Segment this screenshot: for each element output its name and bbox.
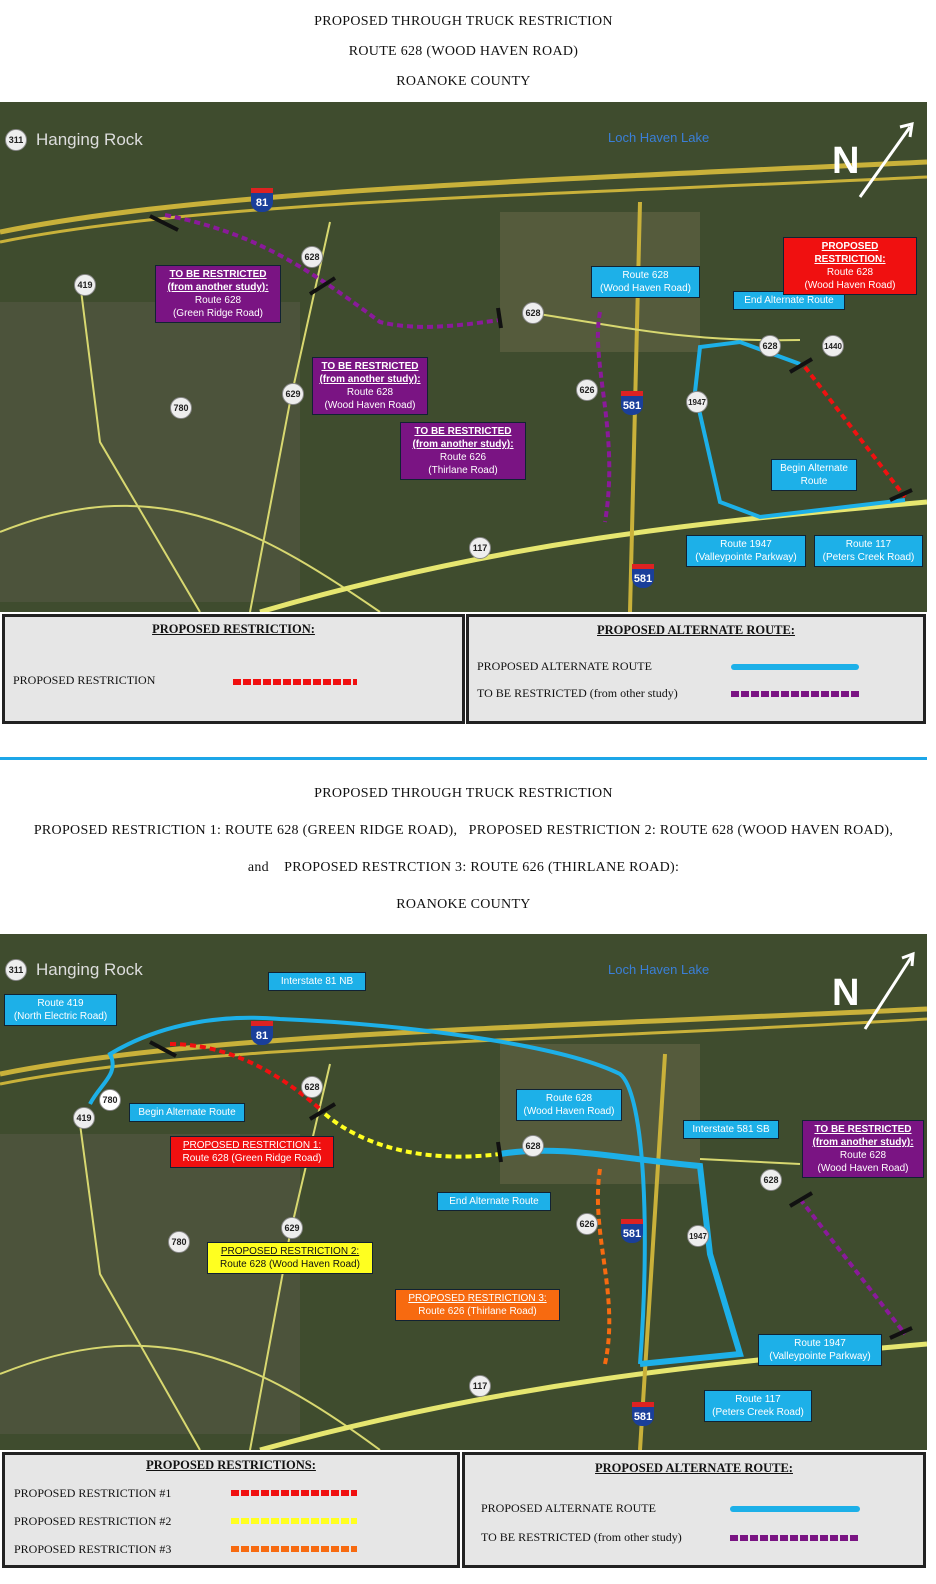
label-line: Route 628 bbox=[839, 1150, 887, 1161]
label-line: (Green Ridge Road) bbox=[172, 308, 264, 319]
label-line: Route 1947 bbox=[794, 1338, 846, 1349]
label-line: (Peters Creek Road) bbox=[712, 1407, 804, 1418]
route-shield: 628 bbox=[301, 246, 323, 268]
label-line: Begin Alternate bbox=[780, 463, 848, 474]
legend-swatch-alternate bbox=[730, 1506, 860, 1512]
label-line: Route 628 bbox=[622, 270, 669, 281]
label-line: (North Electric Road) bbox=[13, 1011, 108, 1022]
label-line: (Valleypointe Parkway) bbox=[695, 552, 797, 563]
label-line: Route 628 bbox=[826, 267, 874, 278]
label-line: (Valleypointe Parkway) bbox=[769, 1351, 871, 1362]
route-shield: 780 bbox=[168, 1231, 190, 1253]
legend-swatch-other-study bbox=[730, 1535, 860, 1541]
legend-title: PROPOSED ALTERNATE ROUTE: bbox=[597, 623, 795, 637]
label-line: Route 626 bbox=[439, 452, 487, 463]
label-line: (Wood Haven Road) bbox=[804, 280, 896, 291]
label-sub: (from another study): bbox=[412, 439, 514, 450]
label-sub: (from another study): bbox=[167, 282, 269, 293]
legend-title: PROPOSED RESTRICTIONS: bbox=[146, 1458, 316, 1472]
label-line: Route 628 bbox=[194, 295, 242, 306]
legend-restrictions bbox=[2, 1452, 460, 1568]
legend-swatch-restriction-3 bbox=[231, 1546, 357, 1552]
legend-alternate bbox=[462, 1452, 926, 1568]
label-head: TO BE RESTRICTED bbox=[814, 1124, 912, 1135]
legend-swatch-other-study bbox=[731, 691, 859, 697]
legend-restriction bbox=[2, 614, 465, 724]
place-loch-haven-lake: Loch Haven Lake bbox=[608, 962, 710, 977]
legend-swatch-restriction-1 bbox=[231, 1490, 357, 1496]
label-sub: (from another study): bbox=[319, 374, 421, 385]
interstate-shield: 581 bbox=[632, 564, 654, 588]
interstate-shield: 581 bbox=[621, 391, 643, 415]
label-sub: (from another study): bbox=[812, 1137, 914, 1148]
route-shield: 626 bbox=[576, 379, 598, 401]
label-head: TO BE RESTRICTED bbox=[169, 269, 267, 280]
route-shield: 628 bbox=[522, 1135, 544, 1157]
legend-item-label: TO BE RESTRICTED (from other study) bbox=[481, 1530, 682, 1544]
label-line: Route 117 bbox=[735, 1394, 781, 1405]
interstate-shield: 81 bbox=[251, 1021, 273, 1045]
label-route-1947 bbox=[686, 535, 806, 567]
legend-item-label: PROPOSED RESTRICTION bbox=[13, 673, 156, 687]
title-line-2: ROUTE 628 (WOOD HAVEN ROAD) bbox=[348, 44, 579, 59]
label-route-628 bbox=[591, 266, 700, 298]
place-hanging-rock: Hanging Rock bbox=[36, 960, 143, 979]
route-shield: 628 bbox=[759, 335, 781, 357]
label-proposed-restriction-1 bbox=[170, 1136, 334, 1168]
route-shield: 311 bbox=[5, 129, 27, 151]
label-line: (Wood Haven Road) bbox=[324, 400, 416, 411]
legend-item-label: PROPOSED RESTRICTION #2 bbox=[14, 1514, 172, 1528]
label-proposed-restriction-3 bbox=[395, 1289, 560, 1321]
legend-item-label: PROPOSED RESTRICTION #1 bbox=[14, 1486, 172, 1500]
legend-title: PROPOSED RESTRICTION: bbox=[152, 622, 315, 636]
title-line-1: PROPOSED THROUGH TRUCK RESTRICTION bbox=[314, 786, 613, 801]
label-to-be-restricted-wood-haven bbox=[802, 1120, 924, 1178]
label-to-be-restricted-thirlane bbox=[400, 422, 526, 480]
north-arrow: N bbox=[832, 972, 860, 1014]
label-line: Route 419 bbox=[37, 998, 84, 1009]
label-begin-alternate-route bbox=[771, 459, 857, 491]
map-1 bbox=[0, 102, 927, 612]
legend-item-label: TO BE RESTRICTED (from other study) bbox=[477, 686, 678, 700]
title-line-3: and PROPOSED RESTRCTION 3: ROUTE 626 (THIRLANE ROAD): bbox=[247, 860, 680, 875]
label-head: PROPOSED RESTRICTION: bbox=[814, 241, 886, 265]
title-line-4: ROANOKE COUNTY bbox=[396, 897, 531, 912]
legend-swatch-alternate bbox=[731, 664, 859, 670]
label-to-be-restricted-green-ridge bbox=[155, 265, 281, 323]
route-shield: 628 bbox=[522, 302, 544, 324]
route-shield: 626 bbox=[576, 1213, 598, 1235]
interstate-shield: 581 bbox=[621, 1219, 643, 1243]
north-arrow: N bbox=[832, 140, 860, 182]
section-divider bbox=[0, 757, 927, 760]
title-line-3: ROANOKE COUNTY bbox=[396, 74, 531, 89]
label-to-be-restricted-wood-haven bbox=[312, 357, 428, 415]
route-shield: 628 bbox=[301, 1076, 323, 1098]
label-interstate-81-nb: Interstate 81 NB bbox=[268, 972, 366, 991]
label-line: Route 628 (Wood Haven Road) bbox=[220, 1259, 360, 1270]
label-proposed-restriction bbox=[783, 237, 917, 295]
label-line: Route 628 bbox=[545, 1093, 593, 1104]
route-shield: 117 bbox=[469, 537, 491, 559]
label-route-117 bbox=[814, 535, 923, 567]
legend-item-label: PROPOSED RESTRICTION #3 bbox=[14, 1542, 172, 1556]
label-head: TO BE RESTRICTED bbox=[414, 426, 512, 437]
label-line: (Wood Haven Road) bbox=[523, 1106, 615, 1117]
route-shield: 419 bbox=[74, 274, 96, 296]
route-shield: 629 bbox=[281, 1217, 303, 1239]
label-line: (Wood Haven Road) bbox=[817, 1163, 909, 1174]
title-line-2: PROPOSED RESTRICTION 1: ROUTE 628 (GREEN RIDGE ROAD), PROPOSED RESTRICTION 2: ROUTE 628 (WOOD HAVEN ROAD), bbox=[33, 823, 894, 838]
label-line: (Thirlane Road) bbox=[428, 465, 498, 476]
legend-swatch-restriction bbox=[233, 679, 357, 685]
route-shield: 311 bbox=[5, 959, 27, 981]
label-line: Route 117 bbox=[845, 539, 892, 550]
map-2 bbox=[0, 934, 927, 1450]
legend-title: PROPOSED ALTERNATE ROUTE: bbox=[595, 1461, 793, 1475]
route-shield: 628 bbox=[760, 1169, 782, 1191]
label-head: PROPOSED RESTRICTION 2: bbox=[220, 1246, 360, 1257]
label-route-117 bbox=[704, 1390, 812, 1422]
route-shield: 1947 bbox=[687, 1225, 709, 1247]
label-line: Route 628 bbox=[346, 387, 394, 398]
legend-item-label: PROPOSED ALTERNATE ROUTE bbox=[481, 1501, 656, 1515]
route-shield: 780 bbox=[99, 1089, 121, 1111]
title-line-1: PROPOSED THROUGH TRUCK RESTRICTION bbox=[314, 14, 613, 29]
label-head: PROPOSED RESTRICTION 3: bbox=[408, 1293, 547, 1304]
label-line: Route 1947 bbox=[720, 539, 772, 550]
legend-swatch-restriction-2 bbox=[231, 1518, 357, 1524]
label-line: (Peters Creek Road) bbox=[822, 552, 915, 563]
route-shield: 629 bbox=[282, 383, 304, 405]
route-shield: 780 bbox=[170, 397, 192, 419]
route-shield: 1440 bbox=[822, 335, 844, 357]
place-hanging-rock: Hanging Rock bbox=[36, 130, 143, 149]
label-line: (Wood Haven Road) bbox=[600, 283, 691, 294]
label-line: Route 626 (Thirlane Road) bbox=[418, 1306, 537, 1317]
label-route-628 bbox=[516, 1089, 622, 1121]
label-end-alternate-route: End Alternate Route bbox=[437, 1192, 551, 1211]
route-shield: 419 bbox=[73, 1107, 95, 1129]
legend-item-label: PROPOSED ALTERNATE ROUTE bbox=[477, 659, 652, 673]
interstate-shield: 581 bbox=[632, 1402, 654, 1426]
route-shield: 117 bbox=[469, 1375, 491, 1397]
label-head: PROPOSED RESTRICTION 1: bbox=[182, 1140, 322, 1151]
label-interstate-581-sb: Interstate 581 SB bbox=[683, 1120, 779, 1139]
label-end-alternate-route: End Alternate Route bbox=[733, 291, 845, 310]
interstate-shield: 81 bbox=[251, 188, 273, 212]
label-line: Route bbox=[800, 476, 828, 487]
label-begin-alternate-route: Begin Alternate Route bbox=[129, 1103, 245, 1122]
place-loch-haven-lake: Loch Haven Lake bbox=[608, 130, 710, 145]
label-route-1947 bbox=[758, 1334, 882, 1366]
label-line: Route 628 (Green Ridge Road) bbox=[182, 1153, 322, 1164]
label-head: TO BE RESTRICTED bbox=[321, 361, 419, 372]
label-route-419 bbox=[4, 994, 117, 1026]
label-proposed-restriction-2 bbox=[207, 1242, 373, 1274]
legend-alternate bbox=[466, 614, 926, 724]
route-shield: 1947 bbox=[686, 391, 708, 413]
